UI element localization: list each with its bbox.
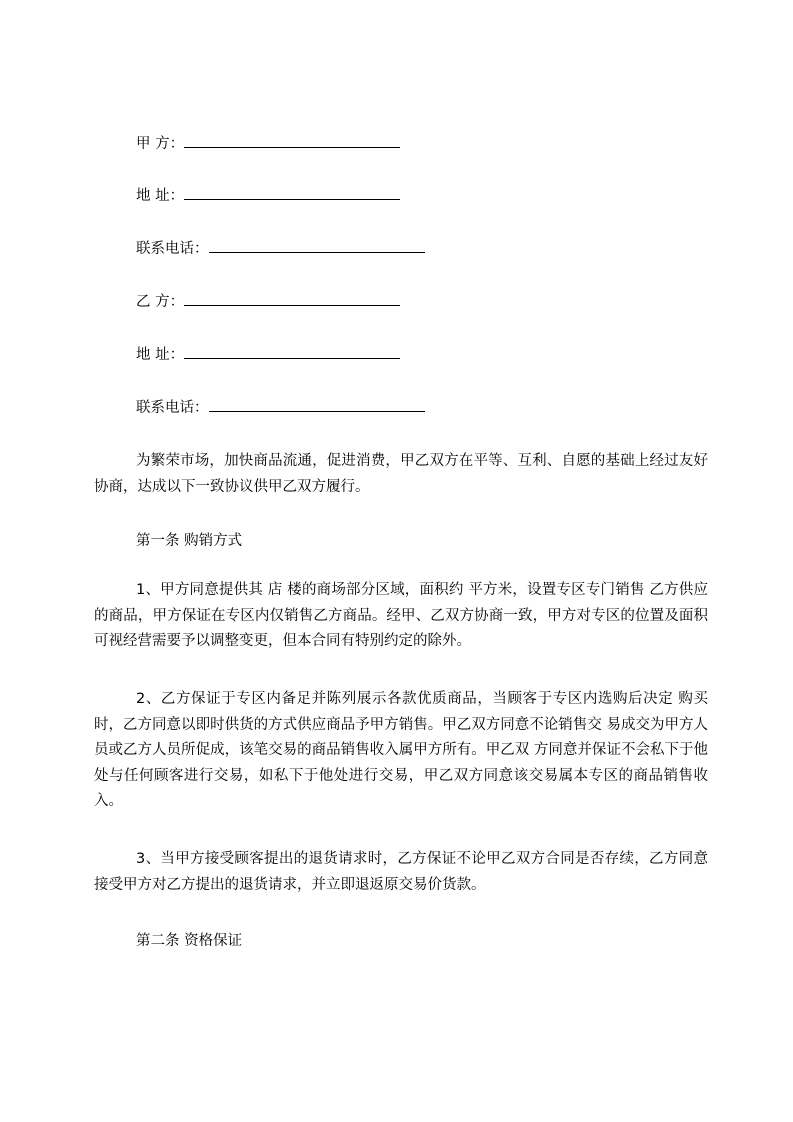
party-b-phone-field: [136, 397, 425, 418]
article-2-heading: 第二条 资格保证: [136, 933, 243, 949]
party-a-phone-field: [136, 238, 425, 259]
party-b-name-field: [136, 291, 400, 312]
party-a-phone-blank: [209, 238, 425, 253]
party-a-address-label: 地 址：: [136, 188, 185, 204]
party-b-address-label: 地 址：: [136, 347, 185, 363]
article-1-clause-3: 3、当甲方接受顾客提出的退货请求时，乙方保证不论甲乙双方合同是否存续，乙方同意接受甲方对乙方提出的退货请求，并立即退返原交易价货款。: [94, 851, 708, 893]
party-a-name-label: 甲 方：: [136, 136, 185, 152]
party-a-phone-label: 联系电话：: [136, 241, 209, 257]
party-b-phone-label: 联系电话：: [136, 400, 209, 416]
article-1-clause-2: 2、乙方保证于专区内备足并陈列展示各款优质商品，当顾客于专区内选购后决定 购买时，乙方同意以即时供货的方式供应商品予甲方销售。甲乙双方同意不论销售交 易成交为甲方人员或乙方人员所促成，该笔交易的商品销售收入属甲方所有。甲乙双 方同意并保证不会私下于他处与任何顾客进行交易，如私下于他处进行交易，甲乙双方同意该交易属本专区的商品销售收入。: [94, 691, 708, 809]
party-b-name-label: 乙 方：: [136, 294, 185, 310]
party-a-address-field: [136, 185, 400, 206]
party-b-address-blank: [184, 344, 400, 359]
article-1-clause-1: 1、甲方同意提供其 店 楼的商场部分区域，面积约 平方米，设置专区专门销售 乙方供应的商品，甲方保证在专区内仅销售乙方商品。经甲、乙双方协商一致，甲方对专区的位置及面积可视经营需要予以调整变更，但本合同有特别约定的除外。: [94, 582, 708, 649]
party-a-name-blank: [184, 133, 400, 148]
party-b-phone-blank: [209, 397, 425, 412]
party-b-name-blank: [184, 291, 400, 306]
party-a-name-field: [136, 133, 400, 154]
party-a-address-blank: [184, 185, 400, 200]
article-1-heading: 第一条 购销方式: [136, 533, 243, 549]
preamble-paragraph: 为繁荣市场，加快商品流通，促进消费，甲乙双方在平等、互利、自愿的基础上经过友好协商，达成以下一致协议供甲乙双方履行。: [94, 453, 708, 495]
party-b-address-field: [136, 344, 400, 365]
